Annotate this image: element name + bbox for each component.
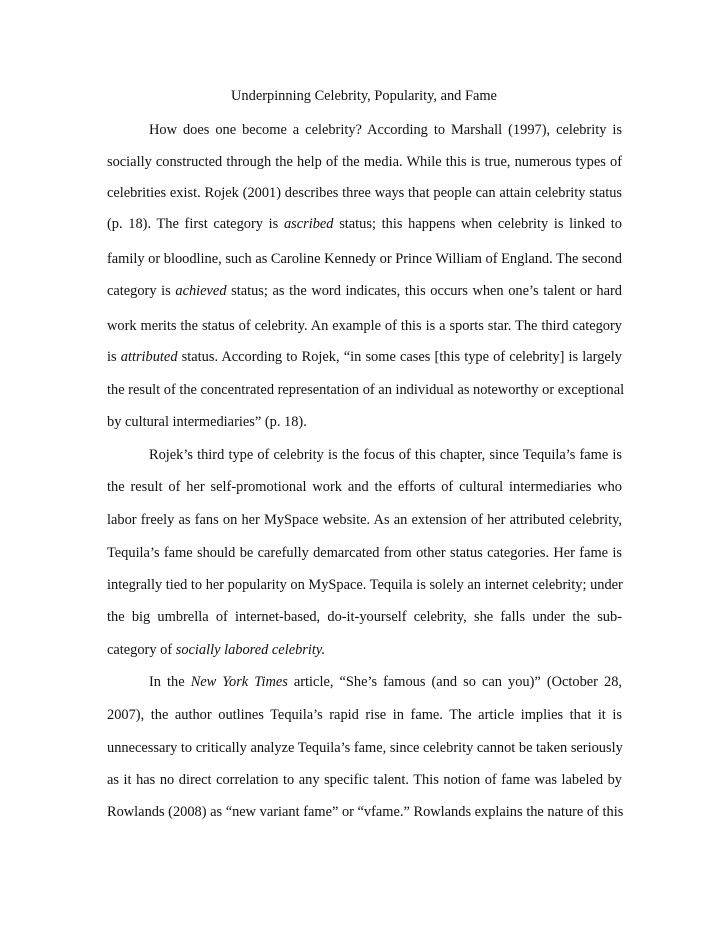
- body-line: [107, 640, 622, 660]
- italic-text: socially labored celebrity.: [175, 642, 326, 658]
- text-run: unnecessary to critically analyze Tequila’s fame, since celebrity cannot be taken seriously: [107, 740, 623, 756]
- body-line: [107, 770, 622, 790]
- text-run: celebrities exist. Rojek (2001) describes three ways that people can attain celebrity status: [107, 185, 622, 201]
- body-line: [107, 152, 622, 172]
- body-line: [149, 672, 622, 692]
- text-run: status; as the word indicates, this occurs when one’s talent or hard: [226, 283, 622, 299]
- body-line: [107, 705, 622, 725]
- text-run: status; this happens when celebrity is linked to: [333, 216, 623, 232]
- body-line: [107, 543, 622, 563]
- text-run: work merits the status of celebrity. An example of this is a sports star. The third category: [107, 318, 622, 334]
- document-title: Underpinning Celebrity, Popularity, and Fame: [231, 88, 497, 104]
- text-run: labor freely as fans on her MySpace website. As an extension of her attributed celebrity,: [107, 512, 622, 528]
- body-line: [107, 738, 622, 758]
- body-line: [107, 802, 622, 822]
- body-line: [149, 120, 622, 140]
- body-line: [107, 412, 622, 432]
- body-line: [107, 607, 622, 627]
- text-run: by cultural intermediaries” (p. 18).: [107, 414, 307, 430]
- text-run: the big umbrella of internet-based, do-it-yourself celebrity, she falls under the sub-: [107, 609, 622, 625]
- body-line: [107, 575, 622, 595]
- text-run: 2007), the author outlines Tequila’s rapid rise in fame. The article implies that it is: [107, 707, 622, 723]
- body-line: [107, 510, 622, 530]
- body-line: [107, 347, 622, 367]
- text-run: In the: [149, 674, 191, 690]
- body-line: [107, 316, 622, 336]
- text-run: family or bloodline, such as Caroline Kennedy or Prince William of England. The second: [107, 251, 622, 267]
- body-line: [149, 445, 622, 465]
- italic-text: attributed: [120, 349, 178, 365]
- text-run: is: [107, 349, 121, 365]
- text-run: Rowlands (2008) as “new variant fame” or “vfame.” Rowlands explains the nature of this: [107, 804, 624, 820]
- text-run: status. According to Rojek, “in some cases [this type of celebrity] is largely: [177, 349, 622, 365]
- text-run: How does one become a celebrity? According to Marshall (1997), celebrity is: [149, 122, 622, 138]
- body-line: [107, 380, 625, 400]
- text-run: integrally tied to her popularity on MySpace. Tequila is solely an internet celebrity; under: [107, 577, 623, 593]
- text-run: socially constructed through the help of the media. While this is true, numerous types of: [107, 154, 622, 170]
- text-run: Tequila’s fame should be carefully demarcated from other status categories. Her fame is: [107, 545, 622, 561]
- italic-text: ascribed: [283, 216, 334, 232]
- body-line: [107, 249, 622, 269]
- text-run: article, “She’s famous (and so can you)” (October 28,: [287, 674, 623, 690]
- italic-text: New York Times: [190, 674, 288, 690]
- text-run: as it has no direct correlation to any specific talent. This notion of fame was labeled by: [107, 772, 622, 788]
- text-run: Rojek’s third type of celebrity is the focus of this chapter, since Tequila’s fame is: [149, 447, 622, 463]
- text-run: category is: [107, 283, 176, 299]
- body-line: [107, 183, 622, 203]
- body-line: [107, 214, 622, 234]
- body-line: [107, 281, 622, 301]
- body-line: [107, 477, 622, 497]
- text-run: the result of her self-promotional work and the efforts of cultural intermediaries who: [107, 479, 622, 495]
- italic-text: achieved: [175, 283, 227, 299]
- text-run: the result of the concentrated representation of an individual as noteworthy or exceptional: [107, 382, 625, 398]
- text-run: category of: [107, 642, 176, 658]
- text-run: (p. 18). The first category is: [107, 216, 284, 232]
